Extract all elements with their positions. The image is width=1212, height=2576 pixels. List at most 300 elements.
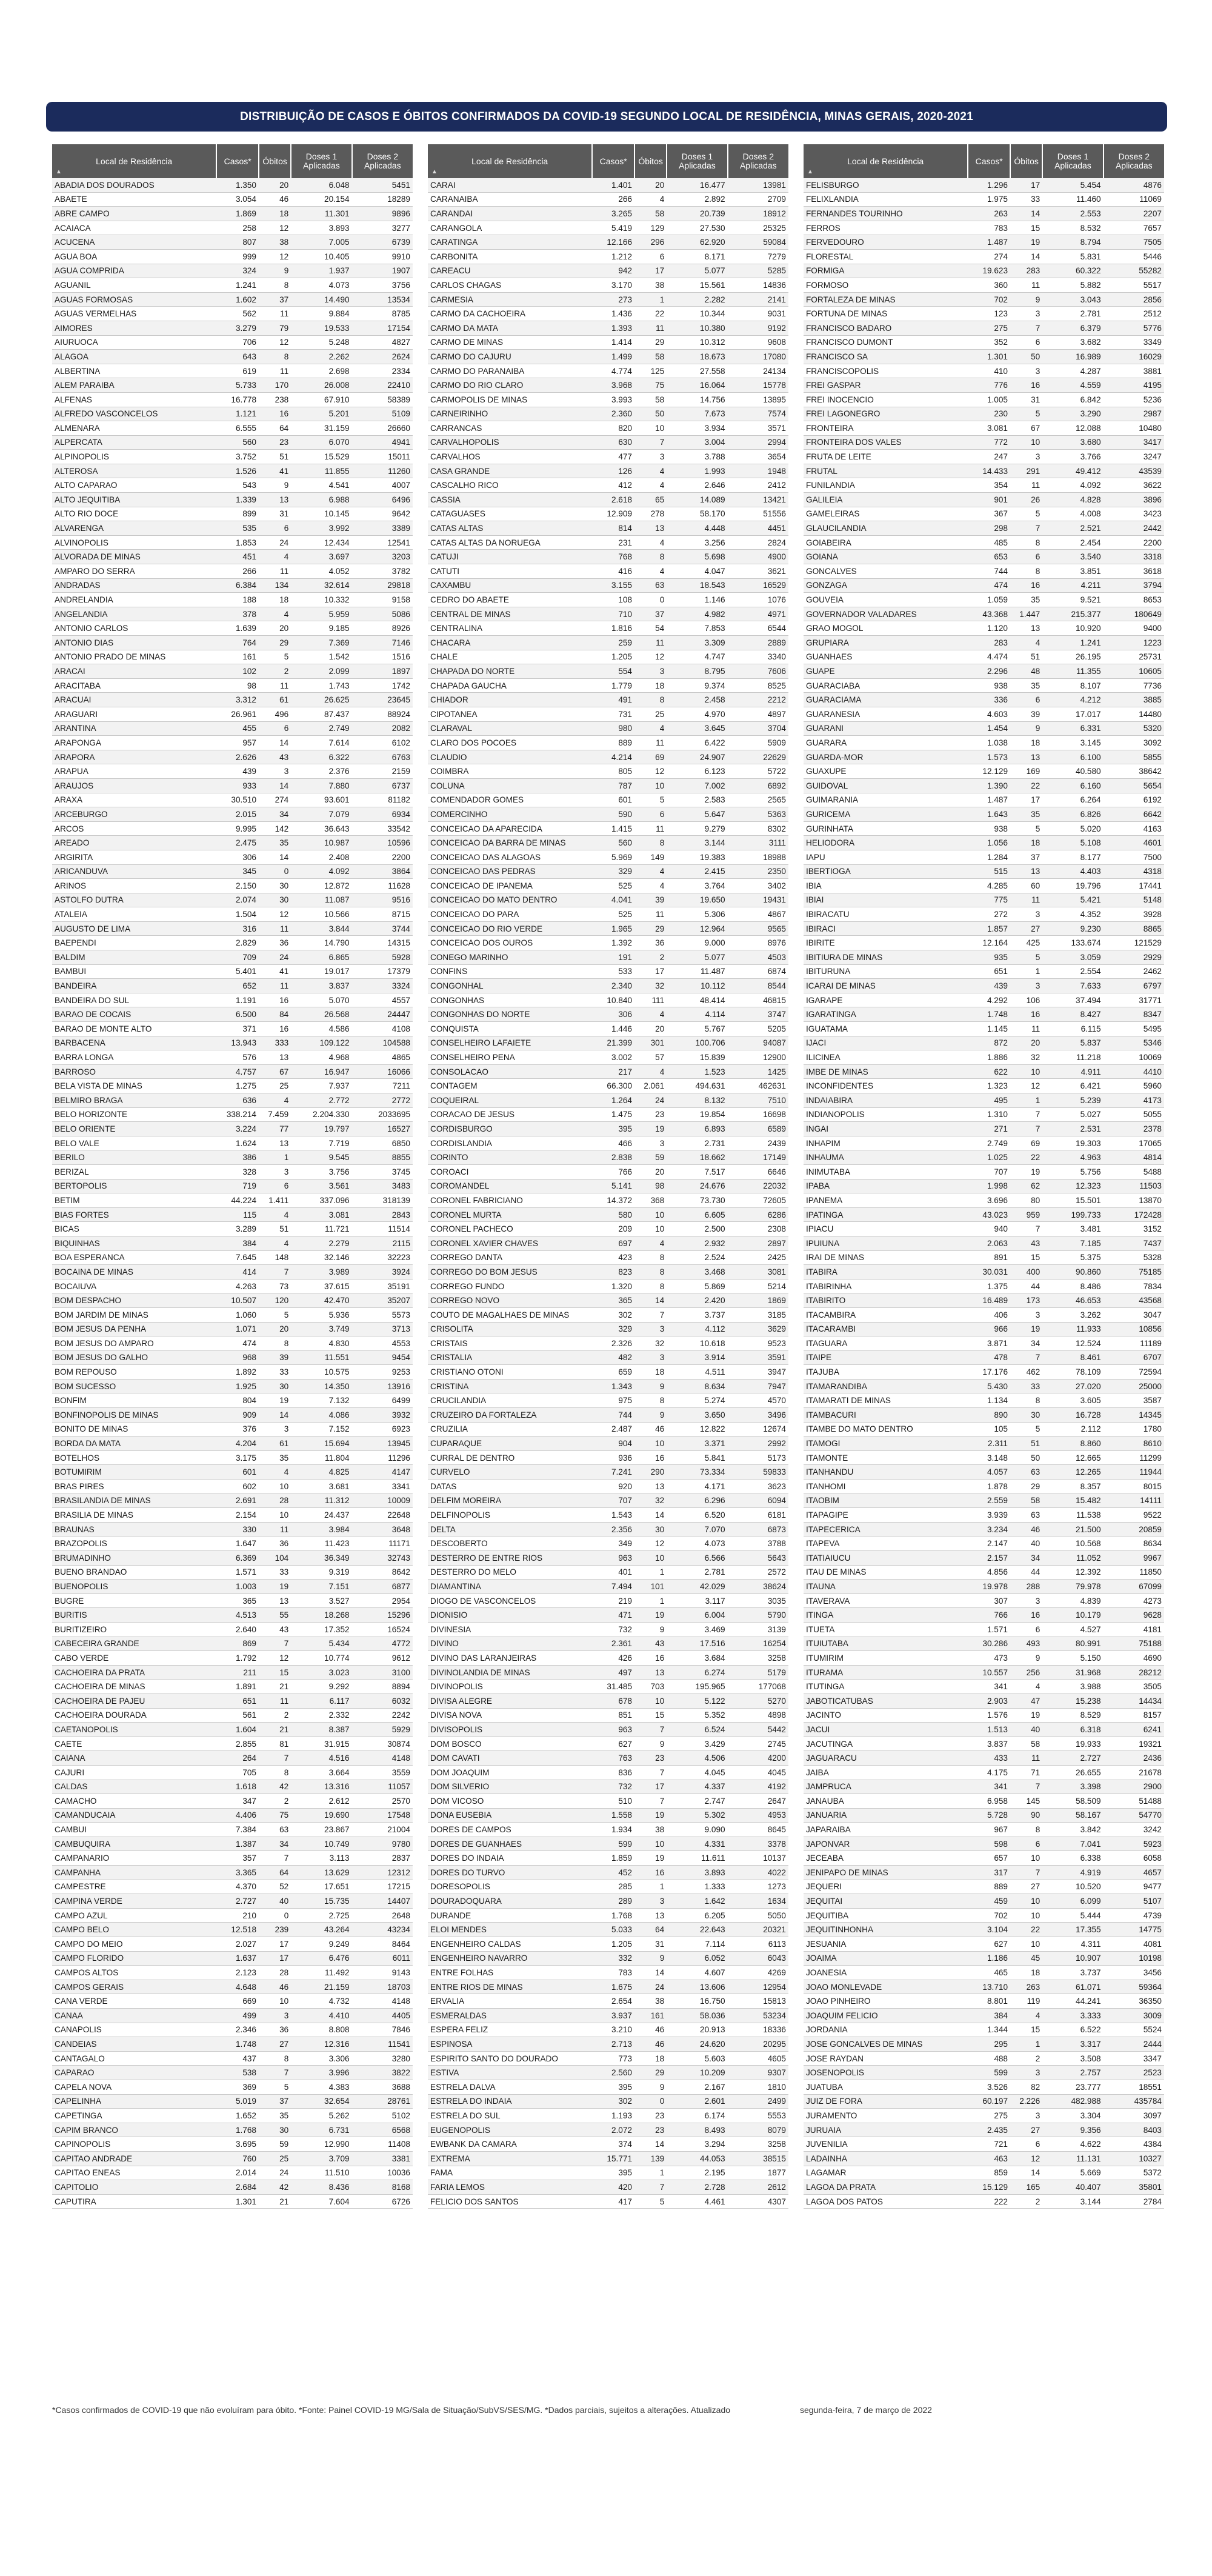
header-col-doses-1[interactable]: Doses 1 Aplicadas <box>291 144 351 178</box>
col-local-cell: CENTRALINA <box>428 621 592 636</box>
header-col-local[interactable] <box>52 144 216 178</box>
col-local-cell: CAMPINA VERDE <box>52 1894 216 1909</box>
header-col-doses-1[interactable]: Doses 1 Aplicadas <box>667 144 727 178</box>
col-doses-1-cell: 3.306 <box>291 2051 351 2066</box>
col-doses-1-cell: 12.524 <box>1042 1336 1103 1351</box>
col-obitos-cell: 46 <box>634 2037 667 2052</box>
col-obitos-cell: 44 <box>1010 1565 1042 1580</box>
col-local-cell: GONZAGA <box>804 578 968 593</box>
table-row <box>52 2109 413 2123</box>
col-obitos-cell: 4 <box>634 1236 667 1250</box>
col-doses-2-cell: 6873 <box>728 1522 788 1537</box>
col-doses-2-cell: 2565 <box>728 793 788 807</box>
col-local-cell: DIVINESIA <box>428 1622 592 1637</box>
col-obitos-cell: 3 <box>1010 2109 1042 2123</box>
table-row <box>428 378 788 393</box>
table-row <box>428 2066 788 2080</box>
col-doses-1-cell: 3.290 <box>1042 407 1103 421</box>
col-casos-cell: 3.696 <box>968 1193 1010 1208</box>
col-doses-1-cell: 11.538 <box>1042 1508 1103 1523</box>
table-row <box>804 650 1164 664</box>
col-casos-cell: 2.311 <box>968 1436 1010 1451</box>
col-doses-2-cell: 2439 <box>728 1136 788 1150</box>
header-col-doses-1[interactable]: Doses 1 Aplicadas <box>1042 144 1103 178</box>
col-obitos-cell: 30 <box>259 893 291 907</box>
col-local-cell: CARLOS CHAGAS <box>428 278 592 293</box>
col-doses-2-cell: 6496 <box>352 493 413 507</box>
col-doses-2-cell: 7834 <box>1104 1279 1164 1293</box>
col-obitos-cell: 3 <box>634 1350 667 1365</box>
col-obitos-cell: 4 <box>259 1093 291 1108</box>
table-row <box>428 621 788 636</box>
col-doses-1-cell: 2.415 <box>667 864 727 879</box>
col-casos-cell: 2.360 <box>592 407 634 421</box>
col-doses-1-cell: 4.732 <box>291 1994 351 2009</box>
col-casos-cell: 1.475 <box>592 1107 634 1122</box>
table-row <box>804 893 1164 907</box>
col-doses-2-cell: 11171 <box>352 1537 413 1551</box>
header-col-casos[interactable]: Casos* <box>216 144 259 178</box>
col-doses-1-cell: 10.568 <box>1042 1537 1103 1551</box>
col-casos-cell: 783 <box>968 221 1010 235</box>
col-local-cell: JACINTO <box>804 1708 968 1723</box>
col-obitos-cell: 11 <box>1010 1022 1042 1036</box>
table-row <box>804 264 1164 278</box>
col-local-cell: CHIADOR <box>428 693 592 707</box>
col-doses-1-cell: 11.933 <box>1042 1322 1103 1336</box>
col-doses-1-cell: 8.493 <box>667 2123 727 2137</box>
col-doses-1-cell: 7.185 <box>1042 1236 1103 1250</box>
table-row <box>428 1293 788 1308</box>
table-row <box>52 593 413 607</box>
table-row <box>52 321 413 335</box>
table-row <box>428 1236 788 1250</box>
col-obitos-cell: 6 <box>259 1179 291 1193</box>
col-casos-cell: 515 <box>968 864 1010 879</box>
col-doses-1-cell: 2.524 <box>667 1250 727 1265</box>
col-casos-cell: 123 <box>968 307 1010 321</box>
table-row <box>428 778 788 793</box>
table-row <box>52 1680 413 1694</box>
col-local-cell: JOSE RAYDAN <box>804 2051 968 2066</box>
col-local-cell: EWBANK DA CAMARA <box>428 2137 592 2152</box>
col-obitos-cell: 263 <box>1010 1980 1042 1994</box>
col-doses-2-cell: 5086 <box>352 607 413 621</box>
col-local-cell: AGUA COMPRIDA <box>52 264 216 278</box>
col-casos-cell: 210 <box>216 1908 259 1923</box>
col-local-cell: CARANDAI <box>428 207 592 221</box>
col-obitos-cell: 23 <box>634 1107 667 1122</box>
table-row <box>52 2194 413 2209</box>
col-obitos-cell: 10 <box>1010 1064 1042 1079</box>
col-casos-cell: 463 <box>968 2151 1010 2166</box>
col-doses-1-cell: 2.553 <box>1042 207 1103 221</box>
table-row <box>428 278 788 293</box>
header-col-doses-2[interactable]: Doses 2 Aplicadas <box>1104 144 1164 178</box>
col-obitos-cell: 60 <box>1010 879 1042 893</box>
col-obitos-cell: 21 <box>259 2194 291 2209</box>
col-doses-2-cell: 1869 <box>728 1293 788 1308</box>
table-row <box>428 2123 788 2137</box>
col-doses-2-cell: 2436 <box>1104 1751 1164 1766</box>
col-casos-cell: 4.041 <box>592 893 634 907</box>
col-local-cell: FRUTAL <box>804 464 968 478</box>
col-obitos-cell: 84 <box>259 1007 291 1022</box>
col-local-cell: DOM SILVERIO <box>428 1780 592 1794</box>
col-doses-1-cell: 4.541 <box>291 478 351 493</box>
col-doses-1-cell: 3.709 <box>291 2151 351 2166</box>
col-casos-cell: 659 <box>592 1365 634 1380</box>
col-casos-cell: 410 <box>968 364 1010 378</box>
col-doses-1-cell: 8.808 <box>291 2023 351 2037</box>
header-col-doses-2[interactable]: Doses 2 Aplicadas <box>352 144 413 178</box>
col-doses-2-cell: 10605 <box>1104 664 1164 679</box>
col-casos-cell: 619 <box>216 364 259 378</box>
table-row <box>428 1894 788 1909</box>
col-casos-cell: 4.474 <box>968 650 1010 664</box>
col-local-cell: DESTERRO DO MELO <box>428 1565 592 1580</box>
col-local-cell: AIMORES <box>52 321 216 335</box>
col-obitos-cell: 0 <box>634 593 667 607</box>
sort-icon[interactable]: ▲ <box>431 169 438 175</box>
col-local-cell: BOCAIUVA <box>52 1279 216 1293</box>
col-casos-cell: 4.292 <box>968 993 1010 1007</box>
col-doses-1-cell: 17.352 <box>291 1622 351 1637</box>
col-casos-cell: 3.279 <box>216 321 259 335</box>
col-casos-cell: 2.157 <box>968 1551 1010 1566</box>
col-doses-2-cell: 8544 <box>728 979 788 993</box>
header-col-casos[interactable]: Casos* <box>968 144 1010 178</box>
col-doses-2-cell: 4181 <box>1104 1622 1164 1637</box>
col-local-cell: BAEPENDI <box>52 936 216 950</box>
col-local-cell: IBERTIOGA <box>804 864 968 879</box>
col-obitos-cell: 51 <box>259 450 291 464</box>
col-doses-1-cell: 3.371 <box>667 1436 727 1451</box>
col-obitos-cell: 45 <box>1010 1951 1042 1966</box>
col-doses-1-cell: 32.146 <box>291 1250 351 1265</box>
header-col-casos[interactable]: Casos* <box>592 144 634 178</box>
col-doses-1-cell: 80.991 <box>1042 1637 1103 1651</box>
col-casos-cell: 2.123 <box>216 1966 259 1980</box>
col-casos-cell: 721 <box>968 2137 1010 2152</box>
col-casos-cell: 1.393 <box>592 321 634 335</box>
col-doses-1-cell: 12.316 <box>291 2037 351 2052</box>
col-local-cell: ARAPUA <box>52 764 216 779</box>
table-row <box>428 1036 788 1050</box>
col-casos-cell: 1.487 <box>968 793 1010 807</box>
col-doses-1-cell: 31.915 <box>291 1737 351 1751</box>
col-casos-cell: 328 <box>216 1164 259 1179</box>
col-obitos-cell: 32 <box>1010 1050 1042 1065</box>
col-local-cell: CARATINGA <box>428 235 592 250</box>
col-obitos-cell: 1 <box>634 1565 667 1580</box>
col-obitos-cell: 12 <box>259 221 291 235</box>
header-col-doses-2[interactable]: Doses 2 Aplicadas <box>728 144 788 178</box>
col-obitos-cell: 46 <box>259 192 291 207</box>
table-row <box>52 1193 413 1208</box>
col-local-cell: CARMO DE MINAS <box>428 335 592 350</box>
col-obitos-cell: 29 <box>259 636 291 650</box>
col-doses-1-cell: 1.542 <box>291 650 351 664</box>
col-local-cell: FORMIGA <box>804 264 968 278</box>
col-local-cell: BELO ORIENTE <box>52 1122 216 1136</box>
col-local-cell: DIVINOLANDIA DE MINAS <box>428 1665 592 1680</box>
col-doses-1-cell: 7.152 <box>291 1422 351 1436</box>
col-casos-cell: 336 <box>968 693 1010 707</box>
col-casos-cell: 16.489 <box>968 1293 1010 1308</box>
col-doses-2-cell: 16254 <box>728 1637 788 1651</box>
col-local-cell: DOM VICOSO <box>428 1794 592 1809</box>
col-local-cell: COROACI <box>428 1164 592 1179</box>
col-doses-1-cell: 3.684 <box>667 1651 727 1666</box>
col-doses-1-cell: 199.733 <box>1042 1207 1103 1222</box>
col-local-cell: ITAGUARA <box>804 1336 968 1351</box>
col-obitos-cell: 19 <box>1010 1164 1042 1179</box>
col-doses-1-cell: 3.508 <box>1042 2051 1103 2066</box>
col-obitos-cell: 80 <box>1010 1193 1042 1208</box>
col-local-cell: ALPERCATA <box>52 435 216 450</box>
col-doses-1-cell: 3.144 <box>1042 2194 1103 2209</box>
table-row <box>428 478 788 493</box>
col-doses-1-cell: 6.605 <box>667 1207 727 1222</box>
sort-icon[interactable]: ▲ <box>56 169 62 175</box>
table-row <box>52 1107 413 1122</box>
col-doses-2-cell: 9642 <box>352 507 413 521</box>
col-obitos-cell: 32 <box>634 1493 667 1508</box>
col-obitos-cell: 57 <box>634 1050 667 1065</box>
col-casos-cell: 1.675 <box>592 1980 634 1994</box>
col-doses-2-cell: 28761 <box>352 2094 413 2109</box>
col-doses-2-cell: 11296 <box>352 1450 413 1465</box>
col-casos-cell: 805 <box>592 764 634 779</box>
col-obitos-cell: 44 <box>1010 1279 1042 1293</box>
col-obitos-cell: 296 <box>634 235 667 250</box>
col-obitos-cell: 119 <box>1010 1994 1042 2009</box>
table-row <box>52 879 413 893</box>
col-doses-2-cell: 5573 <box>352 1307 413 1322</box>
col-doses-2-cell: 9192 <box>728 321 788 335</box>
col-casos-cell: 731 <box>592 707 634 721</box>
col-doses-1-cell: 3.749 <box>291 1322 351 1336</box>
col-local-cell: CANTAGALO <box>52 2051 216 2066</box>
col-doses-1-cell: 9.279 <box>667 821 727 836</box>
col-casos-cell: 357 <box>216 1851 259 1866</box>
col-casos-cell: 1.487 <box>968 235 1010 250</box>
col-local-cell: CRISTIANO OTONI <box>428 1365 592 1380</box>
col-casos-cell: 890 <box>968 1408 1010 1423</box>
col-casos-cell: 1.504 <box>216 907 259 922</box>
col-local-cell: ITATIAIUCU <box>804 1551 968 1566</box>
table-row <box>428 764 788 779</box>
col-doses-1-cell: 11.355 <box>1042 664 1103 679</box>
col-local-cell: CAMBUI <box>52 1823 216 1837</box>
table-row <box>804 1951 1164 1966</box>
col-doses-1-cell: 3.309 <box>667 636 727 650</box>
header-col-obitos[interactable]: Óbitos <box>259 144 291 178</box>
col-doses-2-cell: 6646 <box>728 1164 788 1179</box>
col-casos-cell: 4.175 <box>968 1765 1010 1780</box>
col-casos-cell: 538 <box>216 2066 259 2080</box>
col-casos-cell: 599 <box>968 2066 1010 2080</box>
col-local-cell: ITURAMA <box>804 1665 968 1680</box>
col-local-cell: FELISBURGO <box>804 178 968 192</box>
col-local-cell: IBIRACI <box>804 921 968 936</box>
col-doses-2-cell: 16029 <box>1104 350 1164 364</box>
col-obitos-cell: 35 <box>1010 593 1042 607</box>
col-casos-cell: 2.356 <box>592 1522 634 1537</box>
col-doses-2-cell: 3417 <box>1104 435 1164 450</box>
col-doses-1-cell: 11.423 <box>291 1537 351 1551</box>
col-doses-2-cell: 1516 <box>352 650 413 664</box>
table-row <box>428 1693 788 1708</box>
col-local-cell: ARAPORA <box>52 750 216 764</box>
col-obitos-cell: 3 <box>259 764 291 779</box>
col-doses-1-cell: 4.212 <box>1042 693 1103 707</box>
col-casos-cell: 1.401 <box>592 178 634 192</box>
table-row <box>804 1723 1164 1737</box>
header-col-local[interactable] <box>804 144 968 178</box>
col-doses-1-cell: 8.634 <box>667 1379 727 1393</box>
col-obitos-cell: 19 <box>634 1808 667 1823</box>
col-doses-1-cell: 1.993 <box>667 464 727 478</box>
col-doses-1-cell: 5.454 <box>1042 178 1103 192</box>
col-obitos-cell: 9 <box>634 1379 667 1393</box>
col-local-cell: IBITURUNA <box>804 964 968 979</box>
table-row <box>804 278 1164 293</box>
col-obitos-cell: 19 <box>259 1393 291 1408</box>
table-row <box>428 678 788 693</box>
col-obitos-cell: 63 <box>259 1823 291 1837</box>
col-casos-cell: 889 <box>968 1880 1010 1894</box>
col-casos-cell: 10.840 <box>592 993 634 1007</box>
col-obitos-cell: 43 <box>1010 1236 1042 1250</box>
header-row <box>428 144 788 178</box>
col-casos-cell: 263 <box>968 207 1010 221</box>
table-row <box>428 1537 788 1551</box>
col-casos-cell: 44.224 <box>216 1193 259 1208</box>
col-doses-1-cell: 1.937 <box>291 264 351 278</box>
sort-icon[interactable]: ▲ <box>807 169 813 175</box>
col-doses-1-cell: 78.109 <box>1042 1365 1103 1380</box>
table-row <box>804 793 1164 807</box>
col-doses-2-cell: 4022 <box>728 1866 788 1880</box>
col-local-cell: CONSOLACAO <box>428 1064 592 1079</box>
col-casos-cell: 3.224 <box>216 1122 259 1136</box>
col-local-cell: BANDEIRA DO SUL <box>52 993 216 1007</box>
col-doses-1-cell: 6.520 <box>667 1508 727 1523</box>
col-obitos-cell: 24 <box>259 2166 291 2180</box>
col-doses-2-cell: 3483 <box>352 1179 413 1193</box>
col-local-cell: IGUATAMA <box>804 1022 968 1036</box>
col-doses-1-cell: 6.865 <box>291 950 351 965</box>
table-row <box>428 364 788 378</box>
header-col-obitos[interactable]: Óbitos <box>634 144 667 178</box>
table-row <box>428 407 788 421</box>
col-casos-cell: 4.648 <box>216 1980 259 1994</box>
col-local-cell: CARAI <box>428 178 592 192</box>
col-local-cell: CANA VERDE <box>52 1994 216 2009</box>
col-casos-cell: 2.838 <box>592 1150 634 1165</box>
col-doses-2-cell: 3092 <box>1104 736 1164 750</box>
col-local-cell: AGUAS VERMELHAS <box>52 307 216 321</box>
col-doses-1-cell: 58.170 <box>667 507 727 521</box>
col-doses-2-cell: 8015 <box>1104 1480 1164 1494</box>
col-obitos-cell: 15 <box>259 1665 291 1680</box>
col-local-cell: CARNEIRINHO <box>428 407 592 421</box>
table-row <box>428 1851 788 1866</box>
col-doses-2-cell: 4410 <box>1104 1064 1164 1079</box>
col-doses-2-cell: 7500 <box>1104 850 1164 864</box>
col-doses-1-cell: 9.521 <box>1042 593 1103 607</box>
col-local-cell: CARBONITA <box>428 249 592 264</box>
col-obitos-cell: 17 <box>259 1951 291 1966</box>
col-doses-2-cell: 4876 <box>1104 178 1164 192</box>
col-local-cell: CAPITOLIO <box>52 2180 216 2195</box>
table-row <box>804 493 1164 507</box>
col-local-cell: DOM BOSCO <box>428 1737 592 1751</box>
col-doses-2-cell: 43234 <box>352 1923 413 1937</box>
table-row <box>804 1823 1164 1837</box>
col-obitos-cell: 16 <box>634 1866 667 1880</box>
col-doses-1-cell: 5.698 <box>667 550 727 564</box>
col-doses-2-cell: 3185 <box>728 1307 788 1322</box>
col-doses-2-cell: 59364 <box>1104 1980 1164 1994</box>
col-local-cell: CRUZILIA <box>428 1422 592 1436</box>
col-casos-cell: 14.433 <box>968 464 1010 478</box>
col-doses-2-cell: 7574 <box>728 407 788 421</box>
col-doses-1-cell: 24.907 <box>667 750 727 764</box>
col-doses-2-cell: 7279 <box>728 249 788 264</box>
header-col-local[interactable] <box>428 144 592 178</box>
col-obitos-cell: 62 <box>1010 1179 1042 1193</box>
col-casos-cell: 12.166 <box>592 235 634 250</box>
table-row <box>52 1236 413 1250</box>
col-local-cell: INDIANOPOLIS <box>804 1107 968 1122</box>
col-doses-2-cell: 3745 <box>352 1164 413 1179</box>
col-casos-cell: 891 <box>968 1250 1010 1265</box>
col-casos-cell: 2.154 <box>216 1508 259 1523</box>
col-obitos-cell: 13 <box>259 1050 291 1065</box>
col-casos-cell: 525 <box>592 879 634 893</box>
col-doses-2-cell: 94087 <box>728 1036 788 1050</box>
col-casos-cell: 217 <box>592 1064 634 1079</box>
col-casos-cell: 14.372 <box>592 1193 634 1208</box>
col-obitos-cell: 32 <box>634 1336 667 1351</box>
col-doses-1-cell: 12.964 <box>667 921 727 936</box>
col-doses-1-cell: 4.511 <box>667 1365 727 1380</box>
col-local-cell: ALMENARA <box>52 421 216 436</box>
col-doses-2-cell: 7947 <box>728 1379 788 1393</box>
col-doses-2-cell: 7211 <box>352 1079 413 1093</box>
col-doses-2-cell: 6032 <box>352 1693 413 1708</box>
col-doses-1-cell: 3.059 <box>1042 950 1103 965</box>
table-row <box>428 2051 788 2066</box>
col-casos-cell: 4.370 <box>216 1880 259 1894</box>
header-col-obitos[interactable]: Óbitos <box>1010 144 1042 178</box>
table-row <box>804 1908 1164 1923</box>
col-doses-2-cell: 22410 <box>352 378 413 393</box>
col-local-cell: INGAI <box>804 1122 968 1136</box>
col-casos-cell: 901 <box>968 493 1010 507</box>
table-row <box>428 693 788 707</box>
table-row <box>52 1693 413 1708</box>
col-casos-cell: 2.361 <box>592 1637 634 1651</box>
col-doses-1-cell: 4.830 <box>291 1336 351 1351</box>
table-row <box>52 1780 413 1794</box>
table-row <box>52 850 413 864</box>
table-row <box>428 1794 788 1809</box>
col-casos-cell: 1.604 <box>216 1723 259 1737</box>
